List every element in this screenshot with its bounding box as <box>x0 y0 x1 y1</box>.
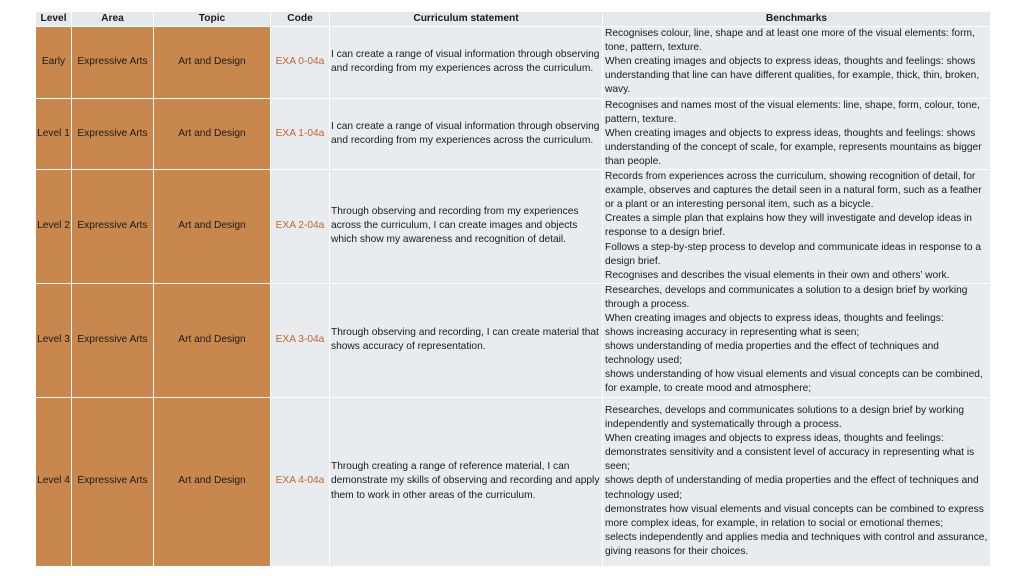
table-row <box>36 283 991 397</box>
statement-cell: Through observing and recording from my experiences across the curriculum, I can create images and objects which show my awareness and recognition of detail. <box>330 170 603 284</box>
code-cell: EXA 4-04a <box>271 397 330 566</box>
statement-cell: I can create a range of visual information through observing and recording from my experiences across the curriculum. <box>330 27 603 98</box>
benchmarks-cell <box>603 283 991 397</box>
topic-cell: Art and Design <box>154 397 271 566</box>
area-cell: Expressive Arts <box>72 27 154 98</box>
benchmark-item: Recognises and describes the visual elements in their own and others’ work. <box>605 269 950 281</box>
level-cell: Early <box>36 27 72 98</box>
code-cell: EXA 3-04a <box>271 283 330 397</box>
benchmark-item: When creating images and objects to express ideas, thoughts and feelings: shows understanding that line can have different qualities, for example, thick, thin, broken, wavy. <box>605 56 980 96</box>
header-code: Code <box>271 12 330 27</box>
benchmarks-cell <box>603 98 991 169</box>
benchmark-item: Records from experiences across the curriculum, showing recognition of detail, for example, observes and captures the detail seen in a natural form, such as a feather or a plant or an interesting personal item, such as a bicycle. <box>605 171 982 211</box>
benchmark-item: Follows a step-by-step process to develop and communicate ideas in response to a design brief. <box>605 241 982 267</box>
benchmark-item: shows understanding of how visual elements and visual concepts can be combined, for example, to create mood and atmosphere; <box>605 369 983 395</box>
table-row <box>36 170 991 284</box>
statement-cell: Through observing and recording, I can create material that shows accuracy of representation. <box>330 283 603 397</box>
level-cell: Level 1 <box>36 98 72 169</box>
table-row <box>36 27 991 98</box>
header-benchmarks: Benchmarks <box>603 12 991 27</box>
benchmark-item: shows depth of understanding of media properties and the effect of techniques and technology used; <box>605 475 979 501</box>
benchmark-item: Recognises and names most of the visual elements: line, shape, form, colour, tone, pattern, texture. <box>605 99 980 125</box>
benchmark-item: When creating images and objects to express ideas, thoughts and feelings: <box>605 433 944 445</box>
code-cell: EXA 1-04a <box>271 98 330 169</box>
header-curriculum-statement: Curriculum statement <box>330 12 603 27</box>
topic-cell: Art and Design <box>154 283 271 397</box>
table-row <box>36 397 991 566</box>
curriculum-table <box>35 11 991 567</box>
topic-cell: Art and Design <box>154 27 271 98</box>
topic-cell: Art and Design <box>154 98 271 169</box>
benchmark-item: Creates a simple plan that explains how they will investigate and develop ideas in response to a design brief. <box>605 213 972 239</box>
benchmark-item: Researches, develops and communicates solutions to a design brief by working independently and systematically through a process. <box>605 405 965 431</box>
area-cell: Expressive Arts <box>72 397 154 566</box>
header-row <box>36 12 991 27</box>
benchmark-item: When creating images and objects to express ideas, thoughts and feelings: shows understanding of the concept of scale, for example, represents mountains as bigger than people. <box>605 127 982 167</box>
statement-cell: I can create a range of visual information through observing and recording from my experiences across the curriculum. <box>330 98 603 169</box>
header-level: Level <box>36 12 72 27</box>
benchmark-item: When creating images and objects to express ideas, thoughts and feelings: <box>605 312 944 324</box>
level-cell: Level 3 <box>36 283 72 397</box>
level-cell: Level 4 <box>36 397 72 566</box>
level-cell: Level 2 <box>36 170 72 284</box>
benchmarks-cell <box>603 397 991 566</box>
code-cell: EXA 0-04a <box>271 27 330 98</box>
benchmark-item: shows increasing accuracy in representing what is seen; <box>605 327 860 339</box>
benchmark-item: demonstrates how visual elements and visual concepts can be combined to express more complex ideas, for example, in relation to social or emotional themes; <box>605 503 984 529</box>
table-row <box>36 98 991 169</box>
header-area: Area <box>72 12 154 27</box>
area-cell: Expressive Arts <box>72 98 154 169</box>
topic-cell: Art and Design <box>154 170 271 284</box>
area-cell: Expressive Arts <box>72 283 154 397</box>
benchmark-item: demonstrates sensitivity and a consistent level of accuracy in representing what is seen; <box>605 447 975 473</box>
statement-cell: Through creating a range of reference material, I can demonstrate my skills of observing and recording and apply them to work in other areas of the curriculum. <box>330 397 603 566</box>
area-cell: Expressive Arts <box>72 170 154 284</box>
benchmark-item: Recognises colour, line, shape and at least one more of the visual elements: form, tone, pattern, texture. <box>605 28 975 54</box>
benchmarks-cell <box>603 170 991 284</box>
benchmark-item: shows understanding of media properties and the effect of techniques and technology used; <box>605 341 939 367</box>
code-cell: EXA 2-04a <box>271 170 330 284</box>
benchmark-item: Researches, develops and communicates a solution to a design brief by working through a process. <box>605 284 968 310</box>
benchmarks-cell <box>603 27 991 98</box>
benchmark-item: selects independently and applies media and techniques with control and assurance, giving reasons for their choices. <box>605 531 988 557</box>
header-topic: Topic <box>154 12 271 27</box>
